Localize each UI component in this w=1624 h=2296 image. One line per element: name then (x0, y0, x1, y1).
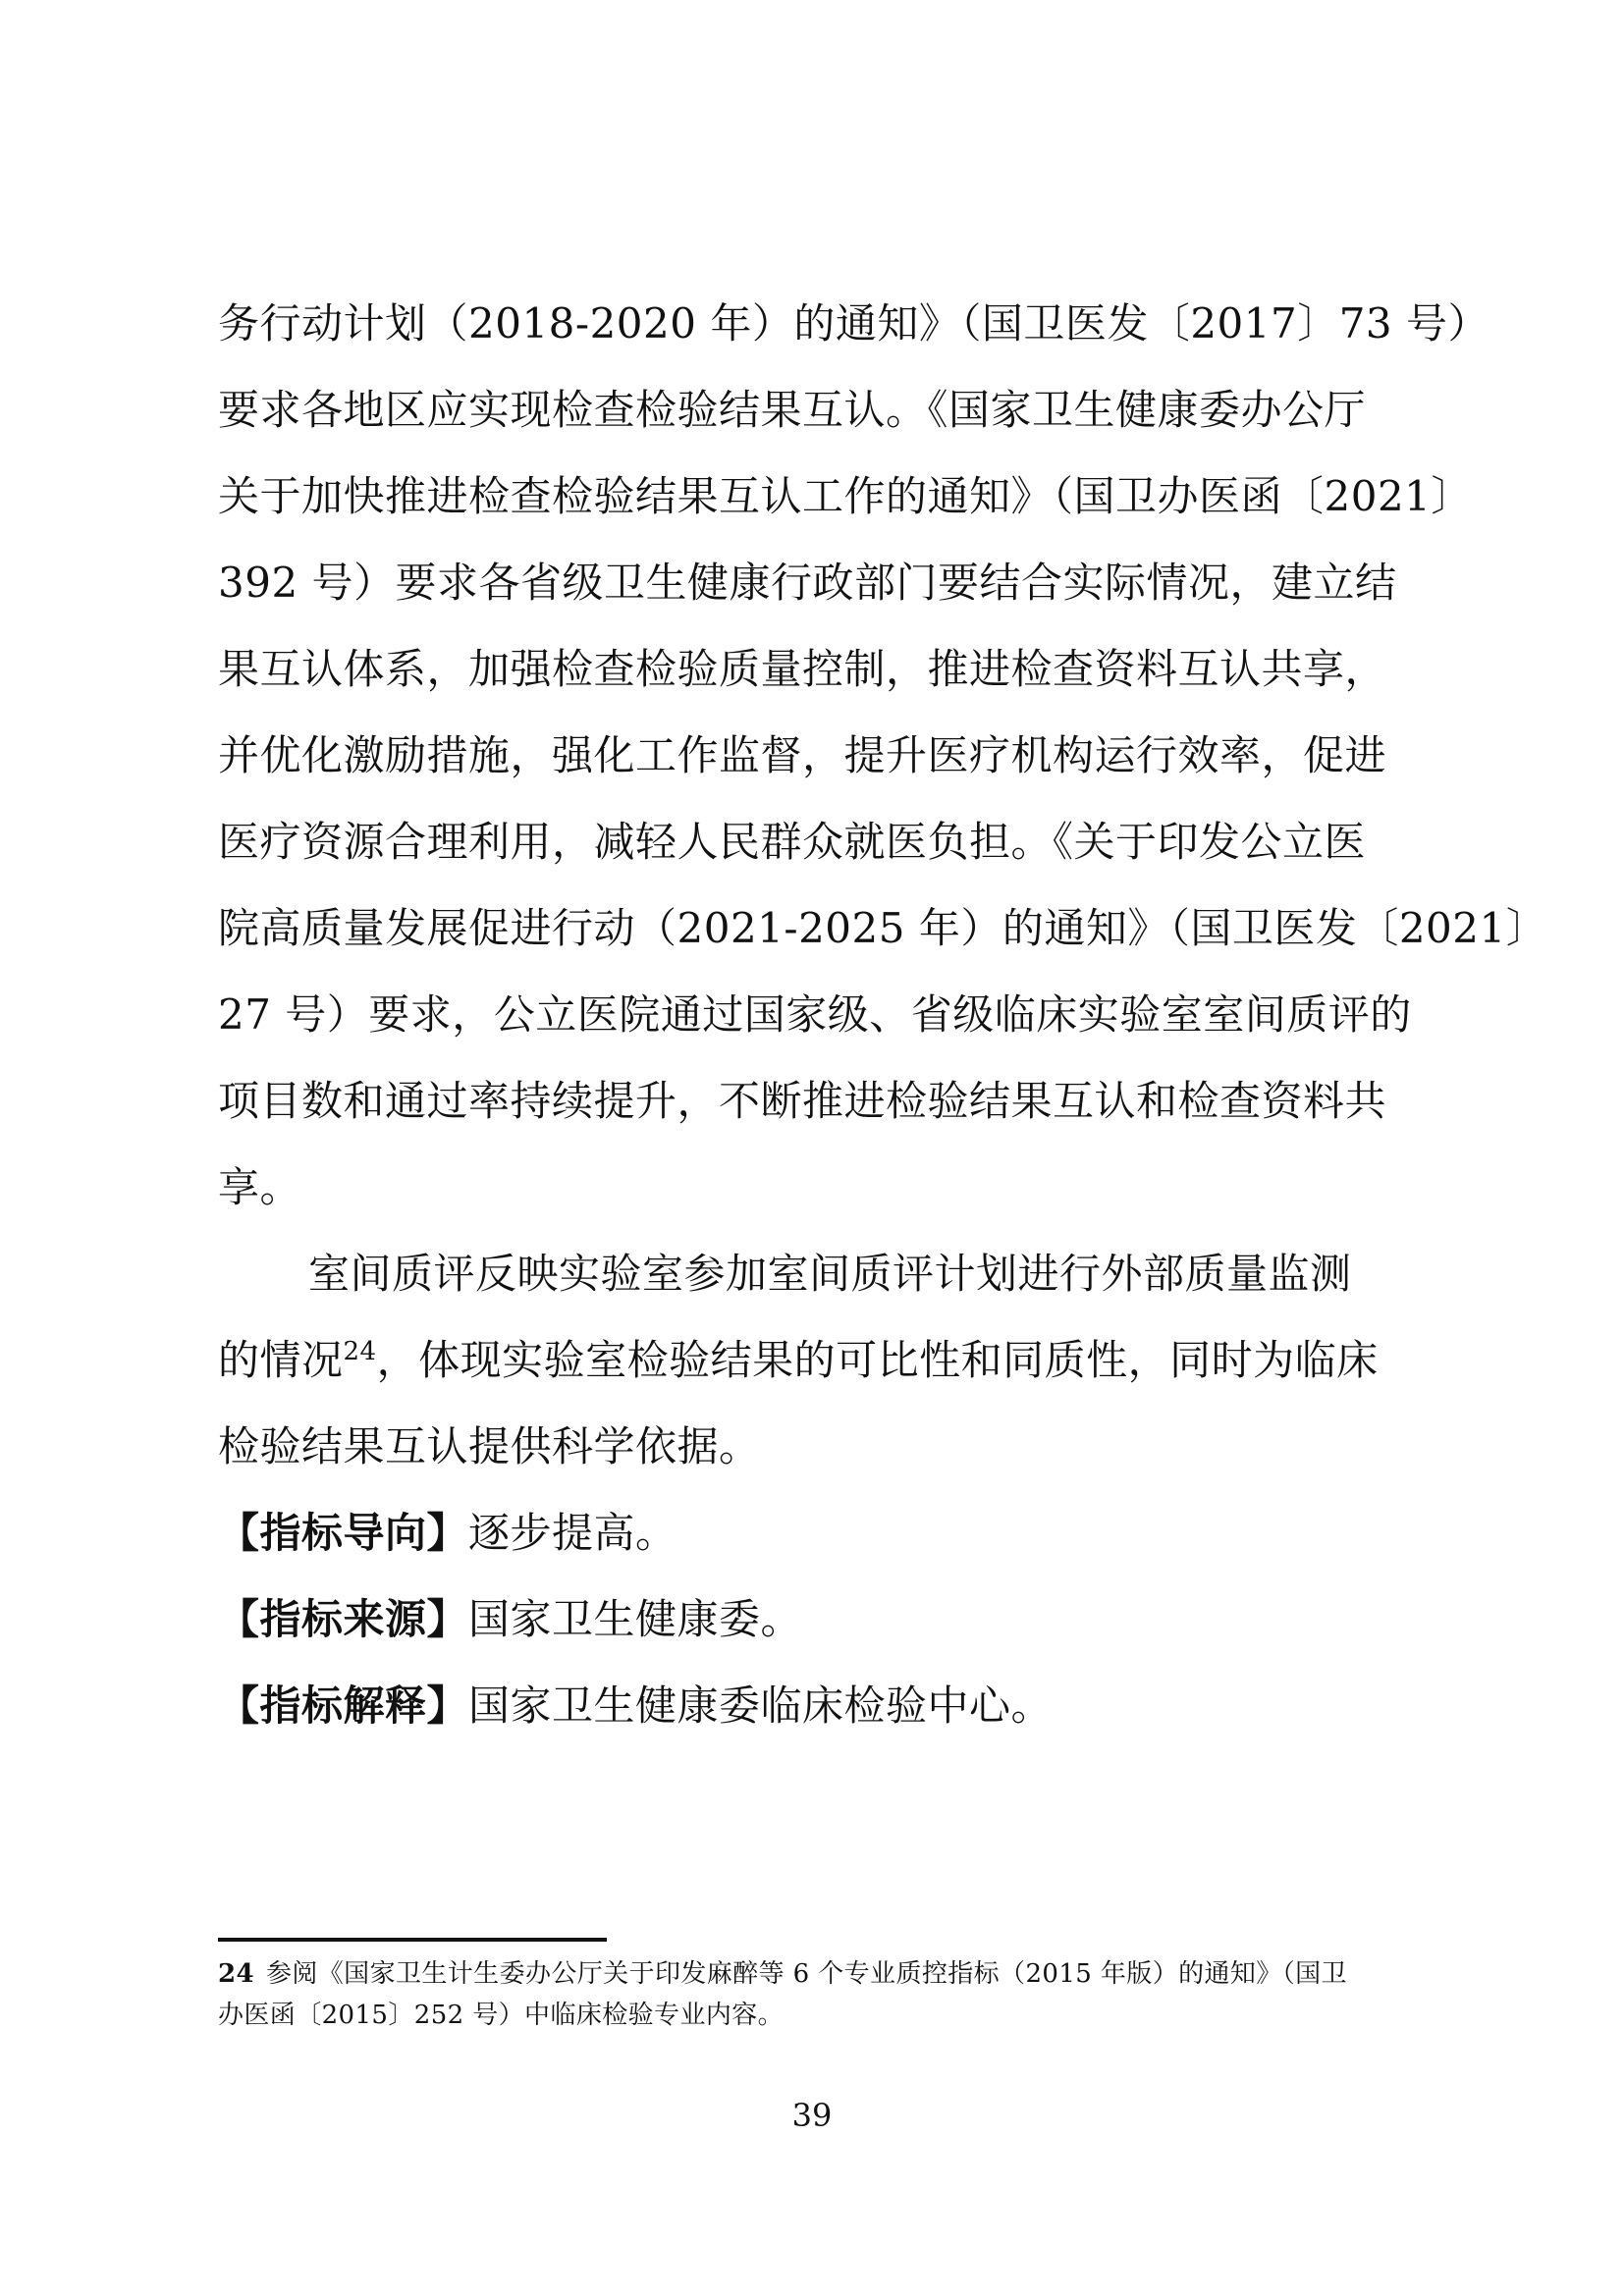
indicator-direction (218, 1509, 677, 1558)
footnote-24 (218, 1953, 1435, 2036)
body-line-5: 果互认体系，加强检查检验质量控制，推进检查资料互认共享， (218, 645, 1387, 693)
indicator-source-label: 【指标来源】 (218, 1595, 469, 1643)
footnote-line-1 (218, 1953, 1435, 1995)
indicator-interpretation-label: 【指标解释】 (218, 1682, 469, 1730)
footnote-line-2: 办医函〔2015〕252 号）中临床检验专业内容。 (218, 2001, 785, 2030)
page-number: 39 (791, 2097, 833, 2134)
indicator-interpretation (218, 1682, 1053, 1731)
body-line-7: 医疗资源合理利用，减轻人民群众就医负担。《关于印发公立医 (218, 818, 1367, 866)
body-line-1: 务行动计划（2018-2020 年）的通知》（国卫医发〔2017〕73 号） (218, 299, 1489, 347)
paragraph-2-text-after-ref: ，体现实验室检验结果的可比性和同质性，同时为临床 (376, 1336, 1379, 1384)
indicator-direction-label: 【指标导向】 (218, 1509, 469, 1557)
paragraph-2-line-3: 检验结果互认提供科学依据。 (218, 1422, 761, 1470)
paragraph-2-line-1: 室间质评反映实验室参加室间质评计划进行外部质量监测 (308, 1250, 1352, 1298)
body-line-2: 要求各地区应实现检查检验结果互认。《国家卫生健康委办公厅 (218, 386, 1367, 434)
body-line-9: 27 号）要求，公立医院通过国家级、省级临床实验室室间质评的 (218, 990, 1412, 1039)
body-line-11: 享。 (218, 1163, 302, 1211)
footnote-ref-24[interactable]: 24 (343, 1337, 377, 1366)
indicator-interpretation-value: 国家卫生健康委临床检验中心。 (468, 1682, 1054, 1730)
indicator-direction-value: 逐步提高。 (468, 1509, 677, 1557)
footnote-divider (218, 1938, 607, 1942)
body-line-8: 院高质量发展促进行动（2021-2025 年）的通知》（国卫医发〔2021〕 (218, 904, 1548, 952)
body-line-10: 项目数和通过率持续提升，不断推进检验结果互认和检查资料共 (218, 1077, 1387, 1125)
paragraph-2-line-2 (218, 1336, 1379, 1385)
body-line-3: 关于加快推进检查检验结果互认工作的通知》（国卫办医函〔2021〕 (218, 472, 1473, 520)
paragraph-2-text-before-ref: 的情况 (218, 1336, 344, 1384)
body-line-4: 392 号）要求各省级卫生健康行政部门要结合实际情况，建立结 (218, 559, 1397, 607)
indicator-source-value: 国家卫生健康委。 (468, 1595, 803, 1643)
footnote-text-1: 参阅《国家卫生计生委办公厅关于印发麻醉等 6 个专业质控指标（2015 年版）的通知》（国卫 (265, 1959, 1347, 1989)
indicator-source (218, 1595, 802, 1644)
body-line-6: 并优化激励措施，强化工作监督，提升医疗机构运行效率，促进 (218, 731, 1387, 779)
footnote-number: 24 (218, 1959, 254, 1989)
